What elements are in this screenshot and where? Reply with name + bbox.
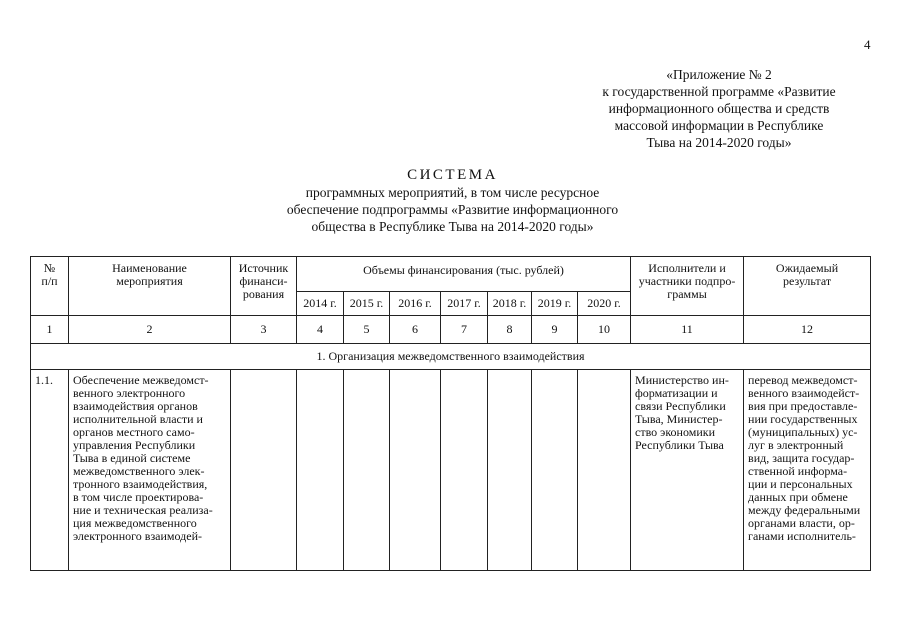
column-number: 11 (631, 316, 744, 344)
header-text: Исполнители и (648, 261, 726, 275)
cell-line: межведомственного элек- (73, 464, 205, 478)
cell-line: в том числе проектирова- (73, 490, 204, 504)
page-number: 4 (864, 37, 871, 52)
cell-line: ние и техническая реализа- (73, 503, 213, 517)
header-text: мероприятия (116, 274, 183, 288)
cell-line: Республики Тыва (635, 438, 724, 452)
cell-line: нии государственных (748, 412, 858, 426)
column-number: 5 (344, 316, 390, 344)
header-text: участники подпро- (638, 274, 736, 288)
header-funding (297, 257, 631, 292)
header-year: 2015 г. (344, 292, 390, 316)
header-text: результат (782, 274, 832, 288)
table-row (31, 370, 871, 571)
appendix-line: массовой информации в Республике (614, 118, 824, 133)
cell-line: ственной информа- (748, 464, 848, 478)
column-number: 3 (231, 316, 297, 344)
header-year: 2019 г. (532, 292, 578, 316)
subtitle-line: общества в Республике Тыва на 2014-2020 годы» (311, 219, 594, 234)
column-number: 12 (744, 316, 871, 344)
header-text: рования (242, 287, 285, 301)
cell-line: ганами исполнитель- (748, 529, 856, 543)
cell-line: ция межведомственного (73, 516, 197, 530)
header-year: 2014 г. (297, 292, 344, 316)
header-name (69, 257, 231, 316)
document-title-block (0, 166, 905, 235)
column-number: 9 (532, 316, 578, 344)
column-number: 4 (297, 316, 344, 344)
cell-line: ство экономики (635, 425, 716, 439)
header-year: 2017 г. (441, 292, 488, 316)
header-text: Источник (238, 261, 289, 275)
cell-line: (муниципальных) ус- (748, 425, 858, 439)
column-number-row (31, 316, 871, 344)
appendix-note (583, 66, 855, 151)
document-title: СИСТЕМА (407, 167, 498, 183)
cell-line: между федеральными (748, 503, 861, 517)
cell-line: вид, защита государ- (748, 451, 855, 465)
cell-line: венного взаимодейст- (748, 386, 860, 400)
header-text: Наименование (112, 261, 187, 275)
cell-line: данных при обмене (748, 490, 848, 504)
column-number: 2 (69, 316, 231, 344)
column-number: 10 (578, 316, 631, 344)
cell-line: исполнительной власти и (73, 412, 203, 426)
subtitle-line: программных мероприятий, в том числе ресурсное (305, 185, 600, 200)
program-measures-table (30, 256, 871, 571)
appendix-line: к государственной программе «Развитие (602, 84, 836, 99)
cell-line: луг в электронный (748, 438, 844, 452)
column-number: 8 (488, 316, 532, 344)
row-year-cell (441, 370, 488, 571)
header-source (231, 257, 297, 316)
header-text: Объемы финансирования (тыс. рублей) (363, 263, 564, 277)
cell-line: взаимодействия органов (73, 399, 198, 413)
section-title: 1. Организация межведомственного взаимодействия (31, 344, 871, 370)
row-year-cell (578, 370, 631, 571)
cell-line: Тыва в единой системе (73, 451, 191, 465)
row-result (744, 370, 871, 571)
cell-line: венного электронного (73, 386, 186, 400)
row-year-cell (297, 370, 344, 571)
section-row (31, 344, 871, 370)
row-number: 1.1. (31, 370, 69, 571)
header-result (744, 257, 871, 316)
cell-line: электронного взаимодей- (73, 529, 203, 543)
header-executors (631, 257, 744, 316)
row-source (231, 370, 297, 571)
document-subtitle (0, 184, 905, 235)
row-year-cell (488, 370, 532, 571)
appendix-line: Тыва на 2014-2020 годы» (646, 135, 792, 150)
cell-line: форматизации и (635, 386, 718, 400)
cell-line: перевод межведомст- (748, 373, 858, 387)
appendix-line: «Приложение № 2 (666, 67, 772, 82)
row-year-cell (532, 370, 578, 571)
cell-line: Министерство ин- (635, 373, 729, 387)
appendix-line: информационного общества и средств (608, 101, 830, 116)
column-number: 6 (390, 316, 441, 344)
row-name (69, 370, 231, 571)
row-year-cell (390, 370, 441, 571)
cell-line: тронного взаимодействия, (73, 477, 208, 491)
header-text: финанси- (239, 274, 288, 288)
cell-line: органов местного само- (73, 425, 195, 439)
header-text: п/п (41, 274, 58, 288)
cell-line: Тыва, Министер- (635, 412, 723, 426)
subtitle-line: обеспечение подпрограммы «Развитие информационного (286, 202, 619, 217)
column-number: 1 (31, 316, 69, 344)
header-text: Ожидаемый (775, 261, 839, 275)
header-year: 2016 г. (390, 292, 441, 316)
cell-line: вия при предоставле- (748, 399, 858, 413)
cell-line: управления Республики (73, 438, 196, 452)
cell-line: Обеспечение межведомст- (73, 373, 209, 387)
header-year: 2020 г. (578, 292, 631, 316)
header-year: 2018 г. (488, 292, 532, 316)
cell-line: органами власти, ор- (748, 516, 855, 530)
column-number: 7 (441, 316, 488, 344)
header-text: граммы (667, 287, 707, 301)
cell-line: связи Республики (635, 399, 726, 413)
header-num (31, 257, 69, 316)
row-year-cell (344, 370, 390, 571)
row-executors (631, 370, 744, 571)
cell-line: ции и персональных (748, 477, 853, 491)
header-text: № (43, 261, 56, 275)
header-row (31, 257, 871, 292)
